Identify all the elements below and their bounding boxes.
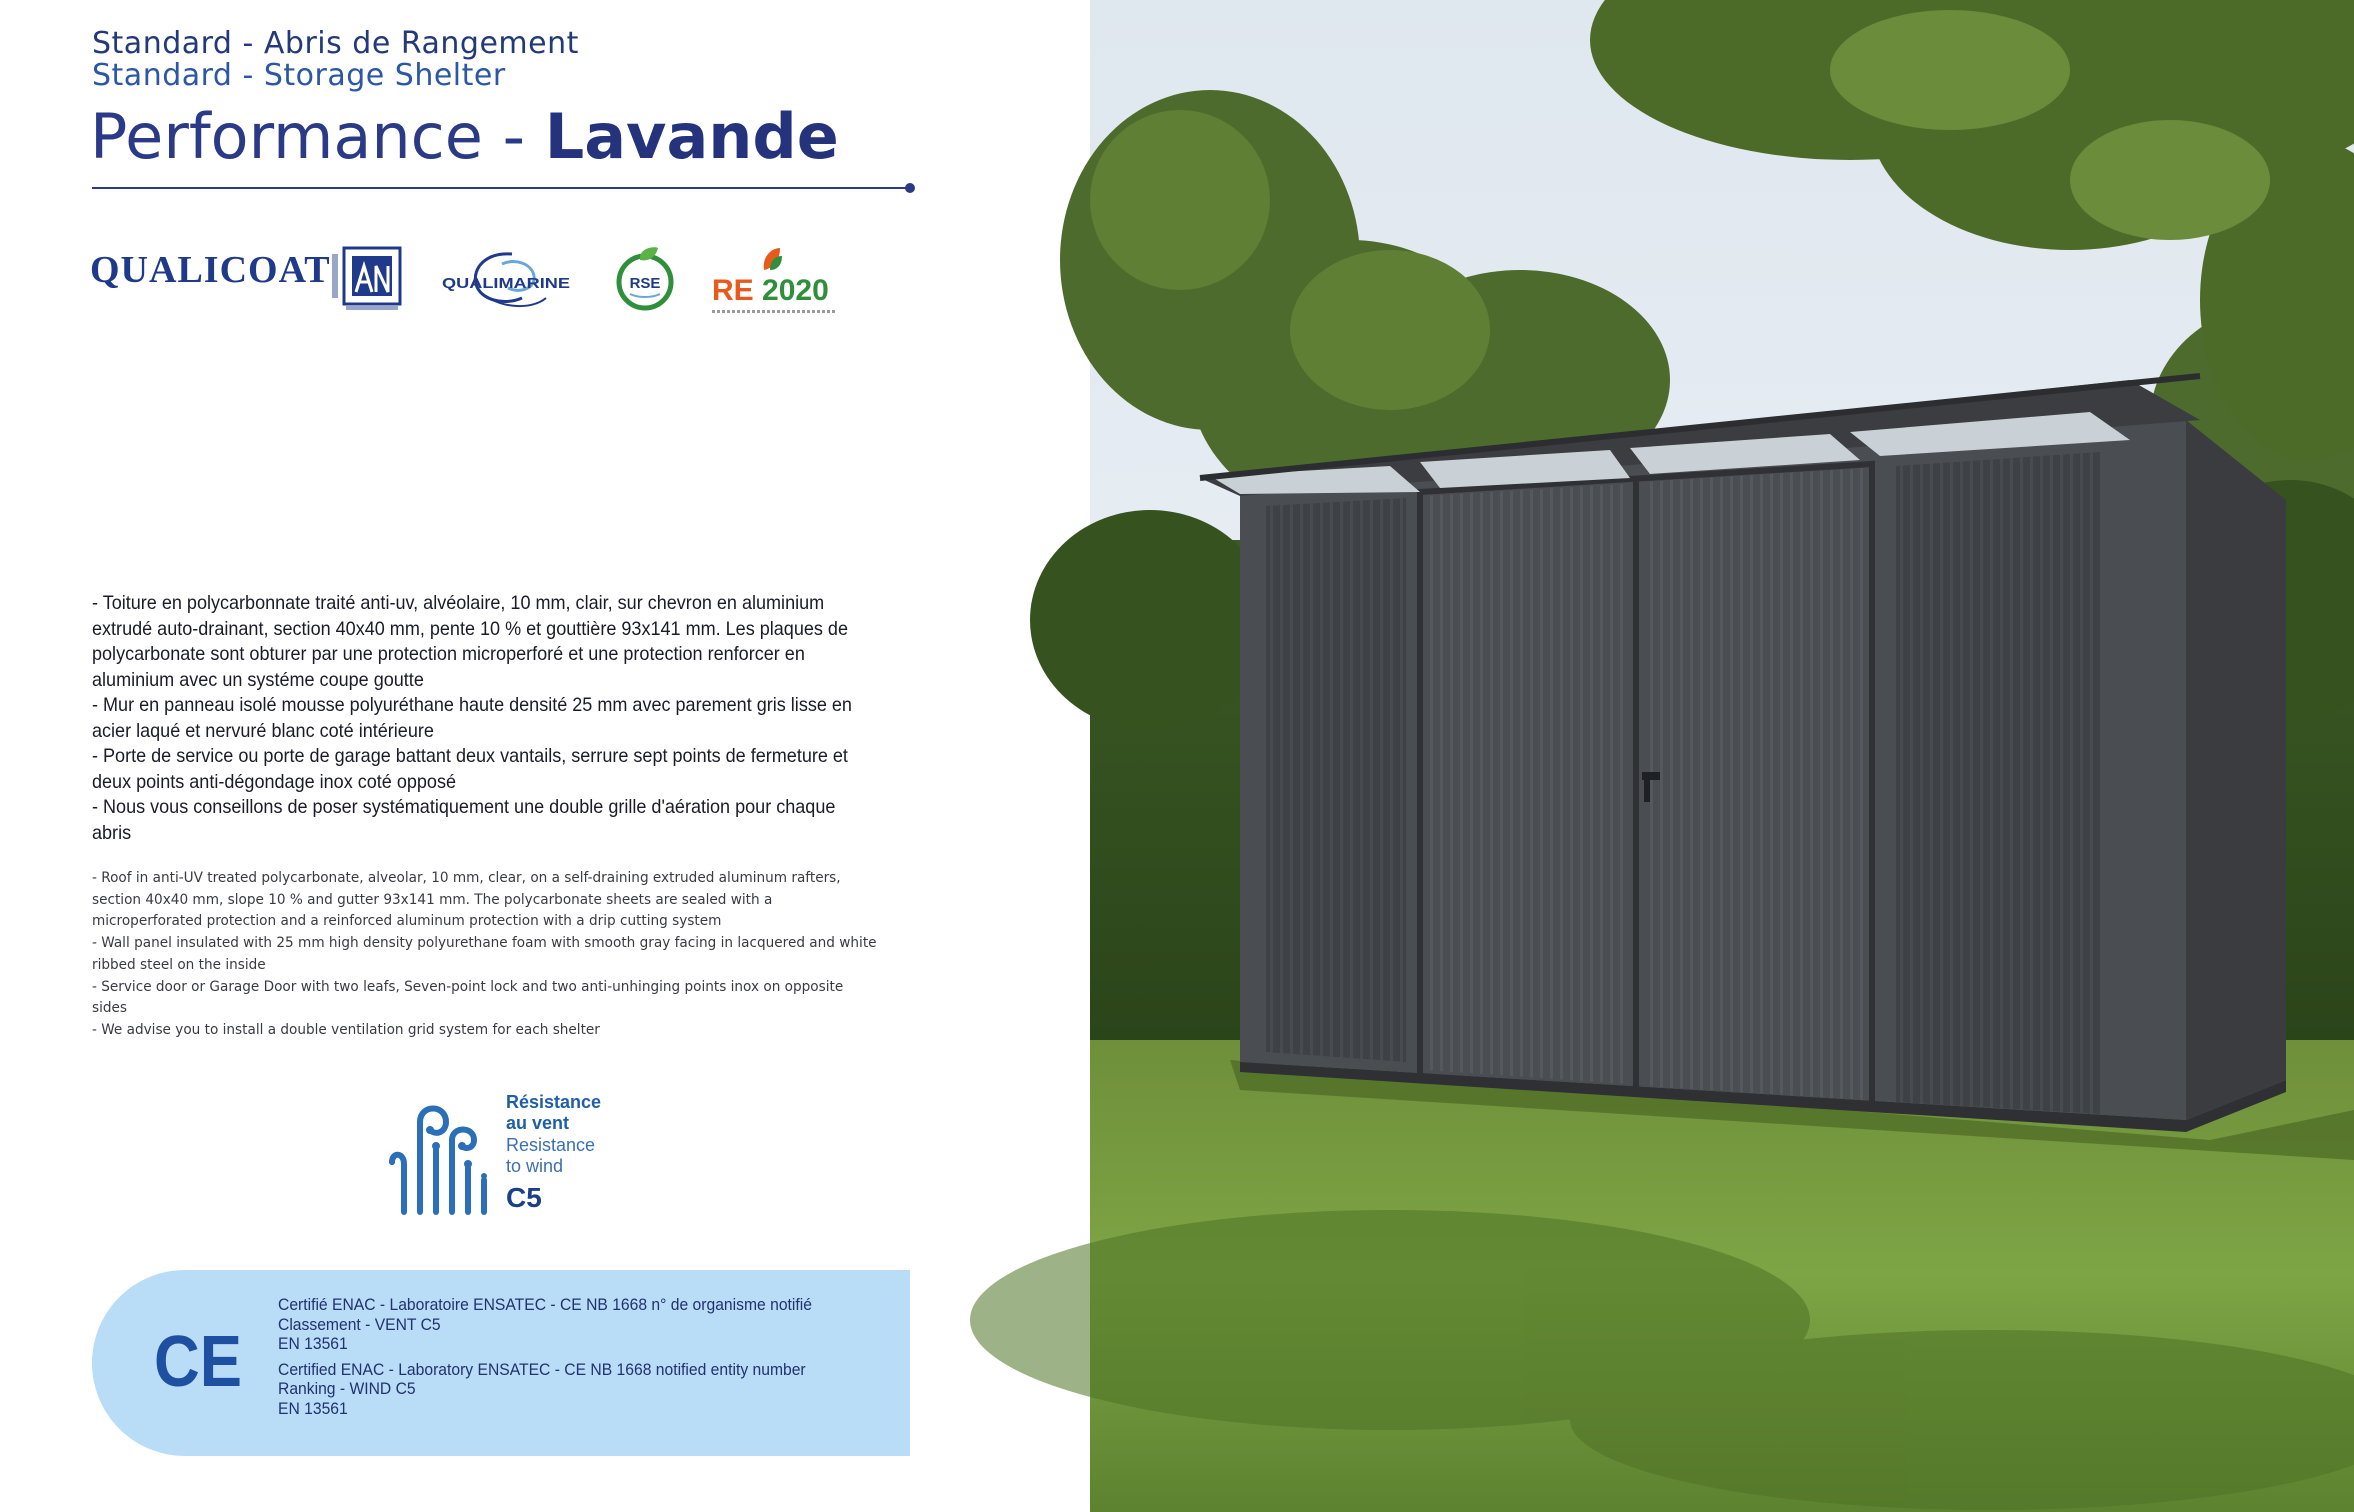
subtitle-english: Standard - Storage Shelter bbox=[92, 58, 506, 93]
cert-en-line: EN 13561 bbox=[278, 1399, 348, 1418]
description-fr-item: - Porte de service ou porte de garage battant deux vantails, serrure sept points de fermeture et deux points anti-dégondage inox coté opposé bbox=[92, 746, 848, 793]
re-year: 2020 bbox=[762, 274, 829, 307]
qualanod-seal-icon bbox=[330, 244, 406, 320]
description-en-item: - We advise you to install a double ventilation grid system for each shelter bbox=[92, 1021, 600, 1038]
subtitle-french: Standard - Abris de Rangement bbox=[92, 26, 579, 61]
qualimarine-logo bbox=[442, 246, 574, 320]
description-fr-item: - Toiture en polycarbonnate traité anti-uv, alvéolaire, 10 mm, clair, sur chevron en aluminium extrudé auto-drainant, section 40x40 mm, pente 10 % et gouttière 93x141 mm. Les plaques de polycarbonate sont obturer par une protection microperforé et une protection renforcer en aluminium avec un systéme coupe goutte bbox=[92, 593, 848, 691]
cert-fr-line: Certifié ENAC - Laboratoire ENSATEC - CE NB 1668 n° de organisme notifié bbox=[278, 1296, 812, 1314]
rse-wordmark: RSE bbox=[629, 275, 661, 292]
title-divider bbox=[92, 187, 910, 189]
product-name: Lavande bbox=[544, 100, 839, 173]
ce-mark-text: CE bbox=[154, 1322, 242, 1402]
page-title bbox=[90, 100, 839, 173]
qualicoat-wordmark: QUALICOAT bbox=[90, 249, 331, 291]
description-en-item: - Service door or Garage Door with two leafs, Seven-point lock and two anti-unhinging points inox on opposite sides bbox=[92, 978, 844, 1017]
description-fr-item: - Nous vous conseillons de poser systématiquement une double grille d'aération pour chaque abris bbox=[92, 797, 836, 844]
cert-fr-line: EN 13561 bbox=[278, 1335, 348, 1353]
rse-logo bbox=[614, 246, 676, 316]
ce-certification-box bbox=[92, 1270, 910, 1456]
wind-label-fr: Résistance bbox=[506, 1092, 602, 1112]
description-fr-item: - Mur en panneau isolé mousse polyuréthane haute densité 25 mm avec parement gris lisse en acier laqué et nervuré blanc coté intérieure bbox=[92, 695, 852, 742]
qualicoat-logo bbox=[90, 248, 331, 303]
wind-icon bbox=[390, 1092, 490, 1216]
qualimarine-wordmark: QUALIMARINE bbox=[442, 275, 570, 292]
spec-panel bbox=[0, 0, 1090, 1512]
product-photo bbox=[1090, 0, 2354, 1512]
title-prefix: Performance - bbox=[90, 100, 545, 173]
description-french bbox=[92, 591, 863, 846]
leaf-icon bbox=[760, 244, 784, 274]
re-label: RE bbox=[712, 274, 754, 307]
wind-label-fr-2: au vent bbox=[506, 1113, 570, 1133]
divider-dot bbox=[905, 183, 915, 193]
wind-resistance-badge bbox=[390, 1092, 650, 1222]
ce-mark-icon bbox=[154, 1322, 242, 1402]
cert-en-line: Ranking - WIND C5 bbox=[278, 1380, 416, 1398]
shed-photo-image bbox=[1090, 0, 2354, 1512]
wind-class: C5 bbox=[506, 1182, 542, 1213]
description-en-item: - Roof in anti-UV treated polycarbonate, alveolar, 10 mm, clear, on a self-draining extruded aluminum rafters, section 40x40 mm, slope 10 % and gutter 93x141 mm. The polycarbonate sheets are sealed with a microperforated protection and a reinforced aluminum protection with a drip cutting system bbox=[92, 870, 841, 930]
cert-fr-line: Classement - VENT C5 bbox=[278, 1315, 441, 1334]
wind-label-en: Resistance bbox=[506, 1135, 596, 1155]
certification-logos bbox=[90, 240, 850, 320]
certification-text bbox=[278, 1296, 886, 1419]
cert-en-line: Certified ENAC - Laboratory ENSATEC - CE NB 1668 notified entity number bbox=[278, 1360, 806, 1379]
wind-label-en-2: to wind bbox=[506, 1156, 564, 1176]
description-en-item: - Wall panel insulated with 25 mm high density polyurethane foam with smooth gray facing in lacquered and white ribbed steel on the inside bbox=[92, 935, 877, 973]
description-english bbox=[92, 868, 879, 1042]
